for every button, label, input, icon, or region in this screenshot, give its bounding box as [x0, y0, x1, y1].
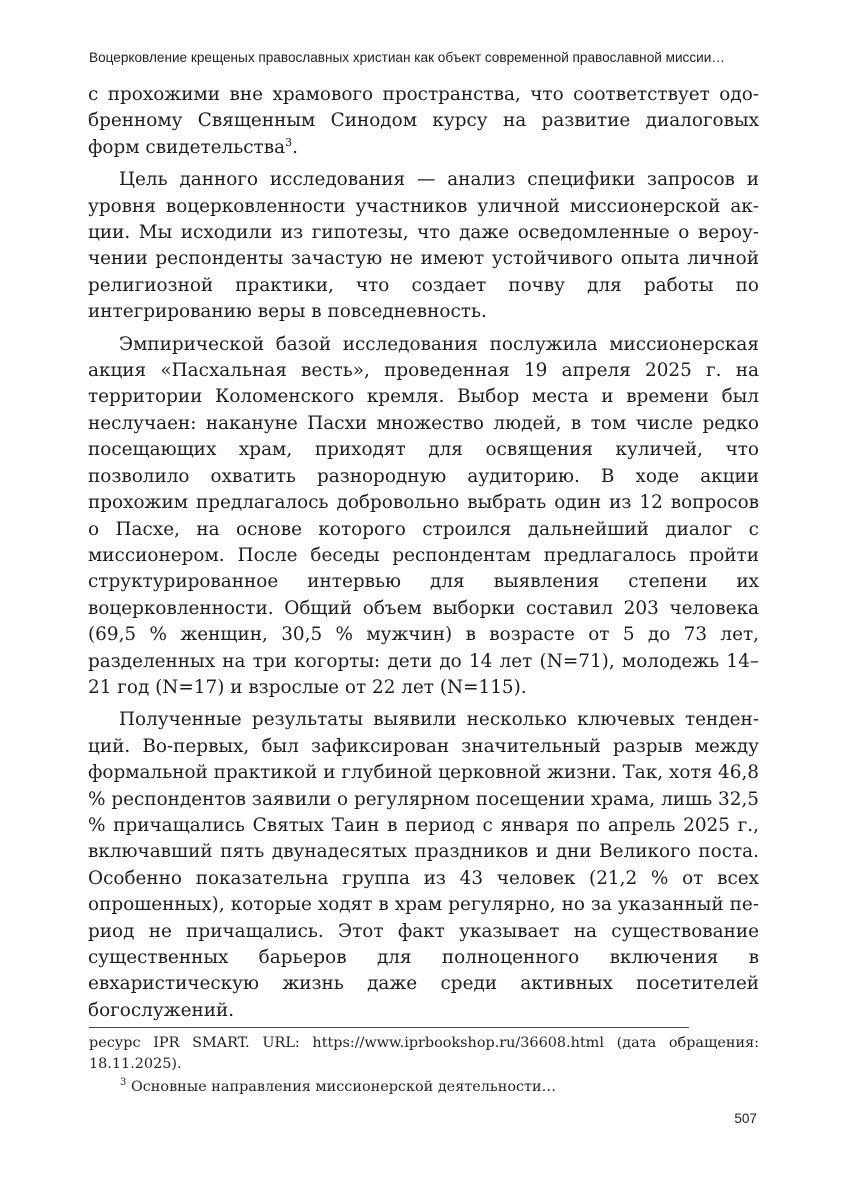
- footnote-divider: [89, 1027, 689, 1028]
- footnote-3: [89, 1077, 759, 1098]
- paragraph-3: Эмпирической базой исследования послужила миссионерская акция «Пасхальная весть», проведенная 19 апреля 2025 г. на территории Коломенского кремля. Выбор места и времени был неслучаен: накануне Пасхи множество людей, в том числе редко посещающих храм, приходят для освящения куличей, что позволило охватить разнородную аудиторию. В ходе акции прохожим предлагалось добровольно выбрать один из 12 вопросов о Пасхе, на основе которого строился дальнейший диалог с миссионером. После беседы респондентам предлагалось пройти структурированное интервью для выявления степени их воцерковленности. Общий объем выборки составил 203 человека (69,5 % женщин, 30,5 % мужчин) в возрасте от 5 до 73 лет, разделенных на три когорты: дети до 14 лет (N=71), молодежь 14–21 год (N=17) и взрослые от 22 лет (N=115).: [88, 333, 759, 698]
- running-header: Воцерковление крещеных православных христиан как объект современной православной миссии…: [89, 50, 725, 65]
- footnote-continued: ресурс IPR SMART. URL: https://www.iprbookshop.ru/36608.html (дата обращения: 18.11.2025).: [89, 1035, 759, 1072]
- paragraph-4: Полученные результаты выявили несколько ключевых тенденций. Во-первых, был зафиксирован значительный разрыв между формальной практикой и глубиной церковной жизни. Так, хотя 46,8 % респондентов заявили о регулярном посещении храма, лишь 32,5 % причащались Святых Таин в период с января по апрель 2025 г., включавший пять двунадесятых праздников и дни Великого поста. Особенно показательна группа из 43 человек (21,2 % от всех опрошенных), которые ходят в храм регулярно, но за указанный период не причащались. Этот факт указывает на существование существенных барьеров для полноценного включения в евхаристическую жизнь даже среди активных посетителей богослужений.: [88, 709, 759, 1021]
- footnotes: [89, 1033, 759, 1098]
- main-text: [88, 82, 759, 1030]
- footnote-number: 3: [120, 1077, 127, 1089]
- paragraph-1: [88, 82, 759, 161]
- paragraph-2: Цель данного исследования — анализ специфики запросов и уровня воцерковленности участников уличной миссионерской акции. Мы исходили из гипотезы, что даже осведомленные о вероучении респонденты зачастую не имеют устойчивого опыта личной религиозной практики, что создает почву для работы по интегрированию веры в повседневность.: [88, 169, 759, 323]
- paragraph-1-text: с прохожими вне храмового пространства, что соответствует одобренному Священным Синодом курсу на развитие диалоговых форм свидетельства: [88, 84, 759, 158]
- footnote-3-text: Основные направления миссионерской деятельности…: [130, 1079, 556, 1095]
- paragraph-1-tail: .: [292, 136, 298, 158]
- footnote-reference[interactable]: 3: [285, 135, 293, 149]
- page-number: 507: [734, 1111, 757, 1126]
